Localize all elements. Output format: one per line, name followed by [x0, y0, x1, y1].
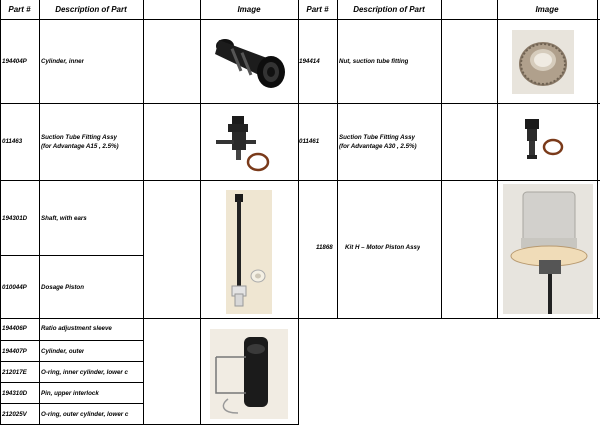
header-description-right: Description of Part: [353, 5, 425, 14]
part-number: 194301D: [2, 215, 28, 222]
grid-line: [0, 103, 600, 104]
grid-line: [0, 361, 143, 362]
part-number: 194406P: [2, 325, 27, 332]
part-description: Shaft, with ears: [41, 215, 87, 222]
part-description: Cylinder, inner: [41, 58, 84, 65]
part-description: Nut, suction tube fitting: [339, 58, 409, 65]
header-description-left: Description of Part: [55, 5, 127, 14]
part-description: Cylinder, outer: [41, 348, 85, 355]
part-number: 194414: [299, 58, 320, 65]
part-description: O-ring, inner cylinder, lower c: [41, 369, 128, 376]
grid-line: [298, 0, 299, 425]
part-description-line2: (for Advantage A30 , 2.5%): [339, 143, 417, 150]
grid-line: [200, 0, 201, 425]
part-number: 11868: [316, 244, 333, 251]
part-description: Ratio adjustment sleeve: [41, 325, 112, 332]
grid-line: [0, 382, 143, 383]
part-description: Kit H – Motor Piston Assy: [345, 244, 421, 251]
part-description: O-ring, outer cylinder, lower c: [41, 411, 129, 418]
part-number: 011463: [2, 138, 23, 145]
grid-line: [337, 0, 338, 319]
part-number: 194310D: [2, 390, 28, 397]
grid-line: [39, 0, 40, 425]
suction-nut-image: [512, 30, 574, 94]
part-number: 212017E: [2, 369, 27, 376]
part-number: 010044P: [2, 284, 27, 291]
grid-line: [0, 180, 600, 181]
part-description-line1: Suction Tube Fitting Assy: [339, 134, 415, 141]
grid-line: [597, 0, 598, 319]
part-number: 194407P: [2, 348, 27, 355]
grid-line: [0, 255, 143, 256]
shaft-with-piston-image: [226, 190, 272, 314]
header-part-number-left: Part #: [8, 5, 31, 14]
part-description: Pin, upper interlock: [41, 390, 99, 397]
suction-fitting-a15-image: [208, 110, 284, 176]
grid-line: [0, 403, 143, 404]
grid-line: [0, 340, 143, 341]
header-part-number-right: Part #: [306, 5, 329, 14]
part-number: 011461: [299, 138, 320, 145]
header-image-left: Image: [237, 5, 261, 14]
grid-line: [441, 0, 442, 319]
part-description: Dosage Piston: [41, 284, 84, 291]
grid-line: [0, 318, 600, 319]
part-number: 212025V: [2, 411, 27, 418]
grid-line: [497, 0, 498, 319]
part-description-line2: (for Advantage A15 , 2.5%): [41, 143, 119, 150]
grid-line: [0, 19, 600, 20]
part-number: 194404P: [2, 58, 27, 65]
motor-piston-assembly-image: [503, 184, 593, 314]
part-description-line1: Suction Tube Fitting Assy: [41, 134, 117, 141]
grid-line: [0, 0, 1, 425]
inner-cylinder-image: [205, 28, 293, 100]
grid-line: [143, 0, 144, 425]
header-image-right: Image: [535, 5, 559, 14]
outer-cylinder-assembly-image: [210, 329, 288, 419]
grid-line: [0, 424, 298, 425]
suction-fitting-a30-image: [515, 115, 571, 167]
